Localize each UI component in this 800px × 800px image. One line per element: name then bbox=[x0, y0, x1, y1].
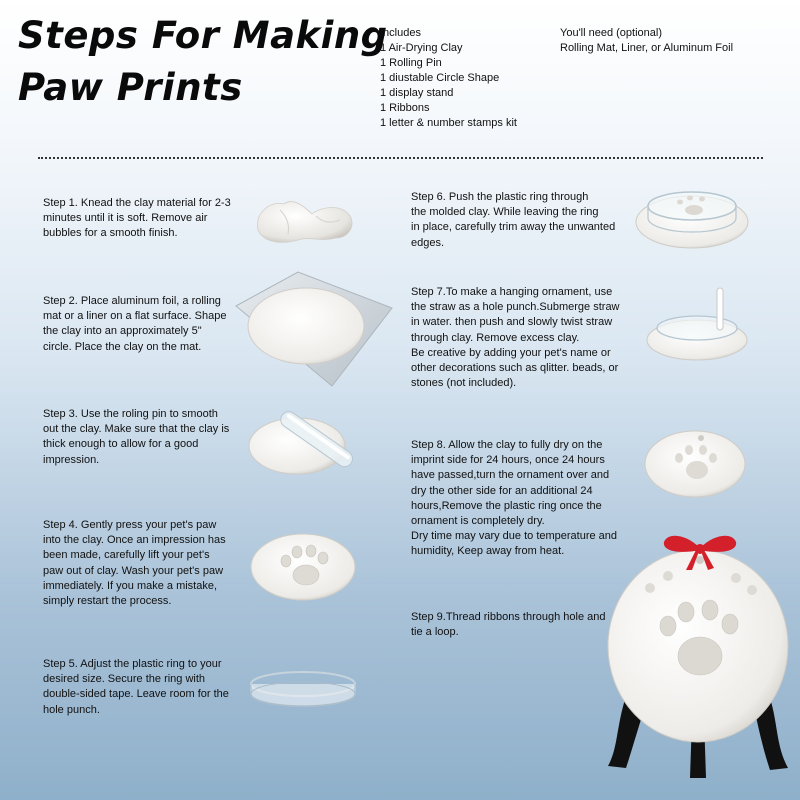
includes-item: 1 diustable Circle Shape bbox=[380, 72, 500, 84]
step-line: Dry time may vary due to temperature and bbox=[411, 530, 618, 543]
step-line: Step 7.To make a hanging ornament, use bbox=[411, 286, 613, 298]
step-line: bubbles for a smooth finish. bbox=[43, 227, 178, 240]
step-line: have passed,turn the ornament over and bbox=[411, 469, 610, 482]
paw-impression-image bbox=[248, 525, 358, 603]
step-line: Step 1. Knead the clay material for 2-3 bbox=[43, 197, 231, 209]
step-line: thick enough to allow for a good bbox=[43, 438, 199, 451]
step-line: stones (not included). bbox=[411, 377, 517, 390]
step-line: Step 3. Use the roling pin to smooth bbox=[43, 408, 218, 420]
straw-punch-image bbox=[645, 284, 755, 364]
step-line: the molded clay. While leaving the ring bbox=[411, 206, 599, 219]
step-line: through clay. Remove excess clay. bbox=[411, 331, 580, 344]
step-1-text bbox=[43, 196, 231, 242]
step-line: Step 9.Thread ribbons through hole and bbox=[411, 611, 606, 623]
step-line: the clay into an approximately 5" bbox=[43, 325, 202, 338]
step-line: in place, carefully trim away the unwanted bbox=[411, 221, 616, 234]
step-line: hours,Remove the plastic ring once the bbox=[411, 499, 602, 512]
optional-list bbox=[560, 26, 733, 56]
step-line: impression. bbox=[43, 453, 100, 466]
step-9-text bbox=[411, 610, 605, 640]
step-line: minutes until it is soft. Remove air bbox=[43, 212, 208, 225]
ring-in-clay-image bbox=[632, 180, 752, 252]
step-line: humidity, Keep away from heat. bbox=[411, 545, 565, 558]
includes-item: 1 Ribbons bbox=[380, 102, 430, 114]
step-3-text bbox=[43, 407, 229, 468]
step-line: Step 6. Push the plastic ring through bbox=[411, 191, 589, 203]
includes-list bbox=[380, 26, 517, 131]
dotted-divider bbox=[38, 157, 763, 159]
includes-item: 1 letter & number stamps kit bbox=[380, 117, 517, 129]
step-line: in water. then push and slowly twist straw bbox=[411, 316, 613, 329]
step-line: Step 4. Gently press your pet's paw bbox=[43, 519, 217, 531]
optional-item: Rolling Mat, Liner, or Aluminum Foil bbox=[560, 42, 734, 54]
step-line: edges. bbox=[411, 236, 445, 249]
includes-heading: Includes bbox=[380, 27, 421, 39]
step-line: Step 5. Adjust the plastic ring to your bbox=[43, 658, 222, 670]
step-4-text bbox=[43, 518, 226, 609]
step-line: hole punch. bbox=[43, 703, 100, 716]
step-line: out the clay. Make sure that the clay is bbox=[43, 423, 230, 436]
page-title bbox=[18, 10, 388, 114]
includes-item: 1 display stand bbox=[380, 87, 454, 99]
step-7-text bbox=[411, 285, 620, 391]
step-line: dry the other side for an additional 24 bbox=[411, 484, 593, 497]
step-line: been made, carefully lift your pet's bbox=[43, 549, 210, 562]
dried-ornament-image bbox=[643, 428, 748, 500]
title-line-2: Paw Prints bbox=[18, 66, 243, 109]
plastic-ring-image bbox=[247, 664, 359, 714]
title-line-1: Steps For Making bbox=[18, 14, 388, 57]
clay-on-foil-image bbox=[228, 268, 398, 390]
step-8-text bbox=[411, 438, 617, 560]
step-line: paw out of clay. Wash your pet's paw bbox=[43, 564, 224, 577]
step-line: desired size. Secure the ring with bbox=[43, 673, 206, 686]
step-line: ornament is completely dry. bbox=[411, 515, 545, 528]
step-line: double-sided tape. Leave room for the bbox=[43, 688, 229, 701]
step-line: imprint side for 24 hours, once 24 hours bbox=[411, 454, 605, 467]
step-line: the straw as a hole punch.Submerge straw bbox=[411, 301, 620, 314]
step-line: into the clay. Once an impression has bbox=[43, 534, 226, 547]
rolling-pin-image bbox=[245, 398, 360, 480]
clay-lump-image bbox=[250, 190, 360, 250]
step-line: Step 8. Allow the clay to fully dry on the bbox=[411, 439, 603, 451]
step-line: Step 2. Place aluminum foil, a rolling bbox=[43, 295, 221, 307]
step-line: immediately. If you make a mistake, bbox=[43, 579, 218, 592]
step-line: simply restart the process. bbox=[43, 595, 172, 608]
step-6-text bbox=[411, 190, 615, 251]
step-line: mat or a liner on a flat surface. Shape bbox=[43, 310, 227, 323]
step-line: tie a loop. bbox=[411, 626, 459, 639]
includes-item: 1 Rolling Pin bbox=[380, 57, 442, 69]
includes-item: 1 Air-Drying Clay bbox=[380, 42, 463, 54]
step-line: Be creative by adding your pet's name or bbox=[411, 346, 611, 359]
step-5-text bbox=[43, 657, 229, 718]
ornament-on-stand-image bbox=[598, 528, 800, 780]
step-line: circle. Place the clay on the mat. bbox=[43, 340, 202, 353]
step-line: other decorations such as qlitter. beads, or bbox=[411, 362, 619, 375]
step-2-text bbox=[43, 294, 226, 355]
optional-heading: You'll need (optional) bbox=[560, 27, 662, 39]
